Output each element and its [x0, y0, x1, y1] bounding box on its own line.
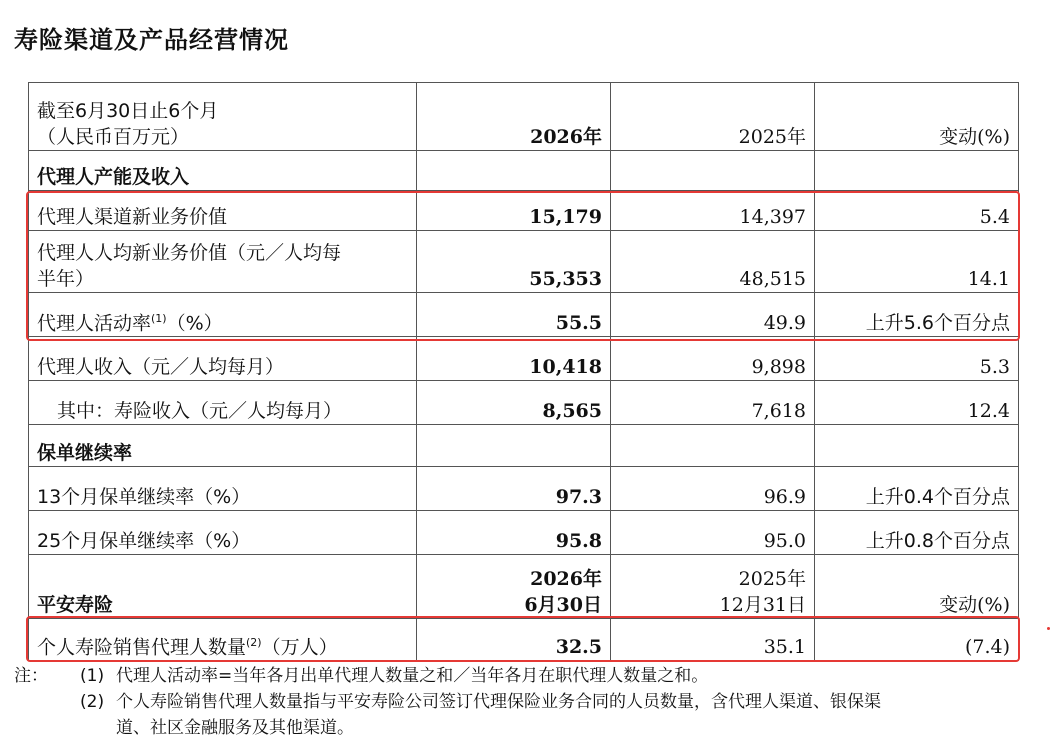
value-2025: 95.0: [611, 511, 815, 555]
row-label: 25个月保单继续率（%）: [29, 511, 417, 555]
row-label-suffix: （万人）: [261, 636, 338, 658]
value-change: 5.4: [815, 191, 1019, 231]
value-change: 12.4: [815, 381, 1019, 425]
section-row-agent: [29, 151, 1019, 191]
header-row-2: [29, 555, 1019, 619]
row-label: [29, 619, 417, 661]
period-label-line1: 截至6月30日止6个月: [37, 100, 219, 122]
footnote-ref: (1): [151, 311, 167, 325]
footnote-2-text: [116, 689, 1044, 741]
value-2025: 96.9: [611, 467, 815, 511]
header2-col1-line2: 6月30日: [524, 594, 602, 616]
red-dot-mark: [1047, 627, 1050, 630]
value-2026: 8,565: [417, 381, 611, 425]
row-label-line2: 半年）: [37, 268, 95, 290]
value-2026: 32.5: [417, 619, 611, 661]
row-label-line1: 代理人人均新业务价值（元／人均每: [37, 242, 342, 264]
row-label: 其中：寿险收入（元／人均每月）: [29, 381, 417, 425]
table-row: [29, 293, 1019, 337]
period-label-line2: （人民币百万元）: [37, 126, 190, 148]
value-2026: 95.8: [417, 511, 611, 555]
footnote-2-line1: 个人寿险销售代理人数量指与平安寿险公司签订代理保险业务合同的人员数量，含代理人渠道、银保渠: [116, 692, 881, 712]
row-label: 代理人渠道新业务价值: [29, 191, 417, 231]
footnote-1-text: 代理人活动率=当年各月出单代理人数量之和／当年各月在职代理人数量之和。: [116, 666, 709, 686]
header-2026: 2026年: [417, 83, 611, 151]
footnote-2: [14, 689, 1044, 741]
value-2026: 55.5: [417, 293, 611, 337]
row-label-suffix: （%）: [166, 312, 223, 334]
header2-col1-line1: 2026年: [530, 568, 602, 590]
header-period-label: [29, 83, 417, 151]
value-2025: 35.1: [611, 619, 815, 661]
value-change: (7.4): [815, 619, 1019, 661]
section-agent-label: 代理人产能及收入: [29, 151, 417, 191]
table-row: [29, 511, 1019, 555]
life-insurance-table: [28, 82, 1019, 661]
notes-prefix: 注：: [14, 666, 48, 686]
row-label: [29, 293, 417, 337]
value-change: 5.3: [815, 337, 1019, 381]
header2-col2: [611, 555, 815, 619]
table-row: [29, 381, 1019, 425]
value-2025: 48,515: [611, 231, 815, 293]
footnote-1: [14, 663, 1044, 689]
value-2025: 7,618: [611, 381, 815, 425]
header-2025: 2025年: [611, 83, 815, 151]
row-label: [29, 231, 417, 293]
header-row: [29, 83, 1019, 151]
header-change: 变动(%): [815, 83, 1019, 151]
value-change: 上升0.4个百分点: [815, 467, 1019, 511]
value-2026: 55,353: [417, 231, 611, 293]
ping-an-life-label: 平安寿险: [29, 555, 417, 619]
row-label: 13个月保单继续率（%）: [29, 467, 417, 511]
footnote-2-line2: 道、社区金融服务及其他渠道。: [116, 718, 354, 738]
value-2025: 9,898: [611, 337, 815, 381]
table-row: [29, 191, 1019, 231]
row-label-text: 代理人活动率: [37, 312, 152, 334]
value-2026: 10,418: [417, 337, 611, 381]
value-2025: 49.9: [611, 293, 815, 337]
value-change: 上升5.6个百分点: [815, 293, 1019, 337]
header2-col2-line1: 2025年: [738, 568, 806, 590]
section-row-persistency: [29, 425, 1019, 467]
header2-col2-line2: 12月31日: [719, 594, 806, 616]
footnote-1-number: (1): [80, 666, 105, 686]
page-title: 寿险渠道及产品经营情况: [14, 26, 289, 54]
row-label: 代理人收入（元／人均每月）: [29, 337, 417, 381]
value-2026: 15,179: [417, 191, 611, 231]
section-persistency-label: 保单继续率: [29, 425, 417, 467]
value-change: 上升0.8个百分点: [815, 511, 1019, 555]
footnotes: [14, 663, 1044, 741]
header2-change: 变动(%): [815, 555, 1019, 619]
table-row: [29, 619, 1019, 661]
value-2025: 14,397: [611, 191, 815, 231]
value-2026: 97.3: [417, 467, 611, 511]
footnote-2-number: (2): [80, 692, 105, 712]
table-row: [29, 467, 1019, 511]
table-row: [29, 337, 1019, 381]
footnote-ref: (2): [246, 635, 262, 649]
header2-col1: [417, 555, 611, 619]
value-change: 14.1: [815, 231, 1019, 293]
row-label-text: 个人寿险销售代理人数量: [37, 636, 247, 658]
table-row: [29, 231, 1019, 293]
